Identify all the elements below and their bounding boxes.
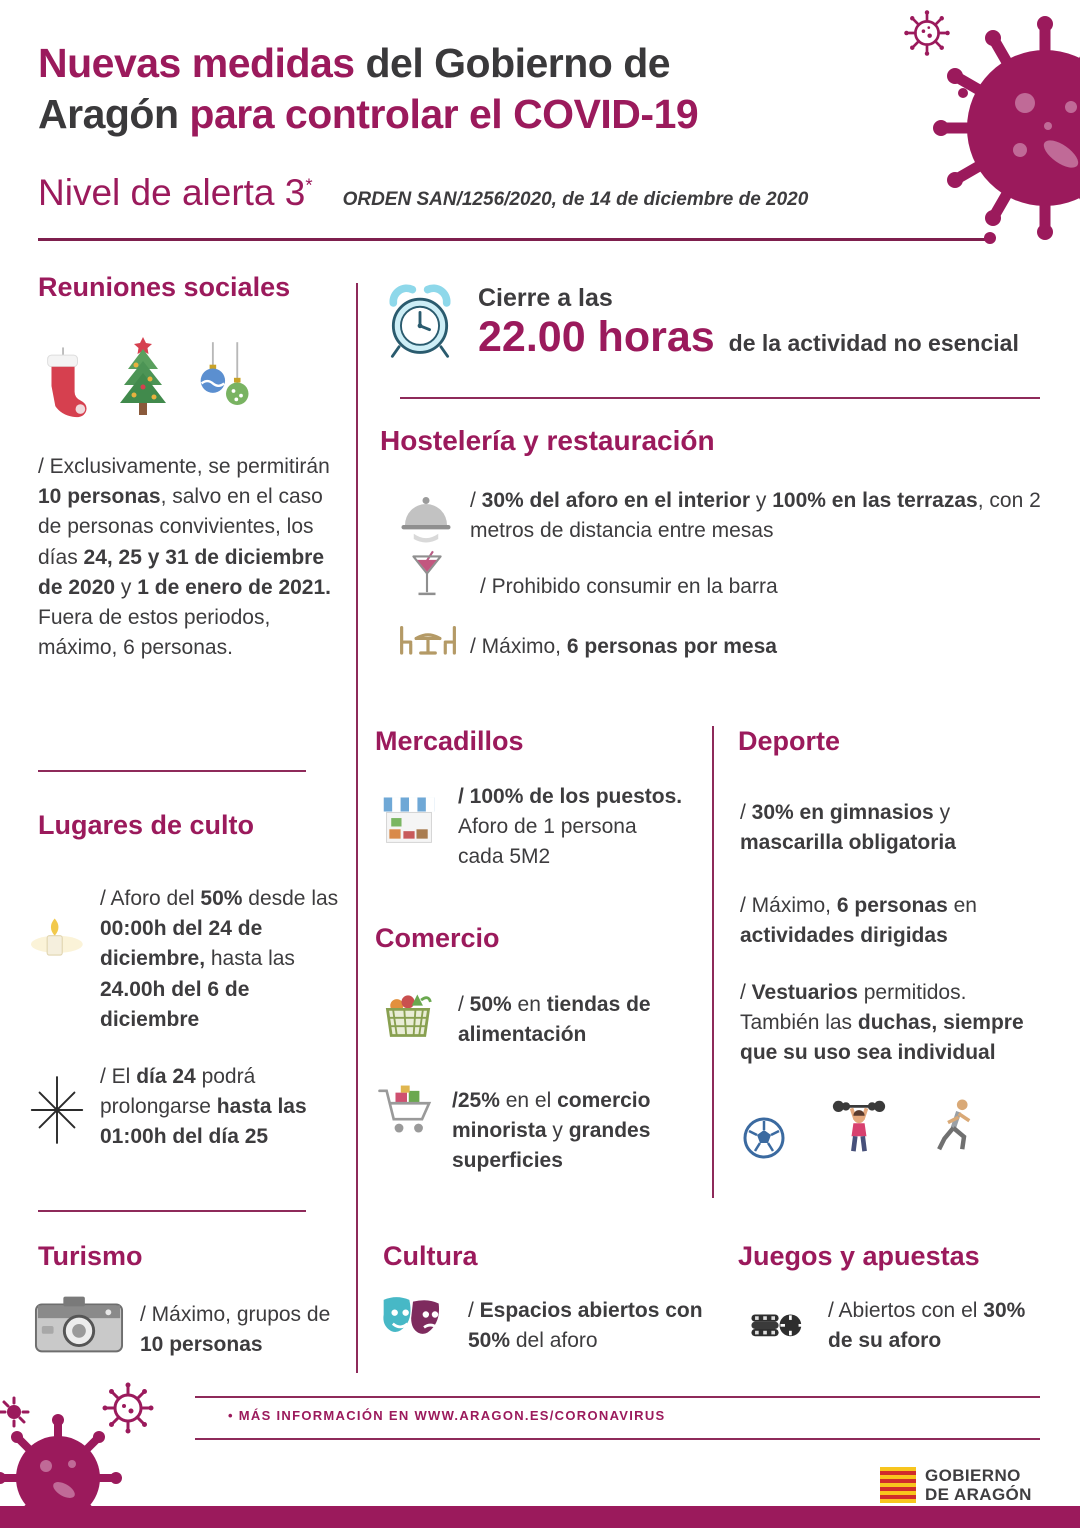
alert-level: Nivel de alerta 3*	[38, 172, 313, 213]
gobierno-aragon-logo	[880, 1466, 1032, 1504]
cocktail-icon	[410, 546, 444, 606]
header-divider	[38, 238, 986, 241]
gobierno-aragon-text	[925, 1466, 1032, 1504]
deporte-item-3: / Vestuarios permitidos. También las duchas, siempre que su uso sea individual	[740, 981, 1024, 1065]
alert-asterisk: *	[305, 174, 313, 196]
shopping-cart-icon	[376, 1082, 438, 1144]
deporte-item-1: / 30% en gimnasios y mascarilla obligatoria	[740, 801, 956, 855]
divider	[400, 397, 1040, 399]
title-accent-2: para controlar el COVID-19	[189, 90, 699, 137]
section-heading-hosteleria: Hostelería y restauración	[380, 425, 715, 456]
runner-icon	[932, 1094, 980, 1160]
section-heading-cultura: Cultura	[383, 1241, 478, 1271]
comercio-item-2: /25% en el comercio minorista y grandes superficies	[452, 1089, 651, 1173]
vertical-divider	[712, 726, 714, 1198]
table-chairs-icon	[398, 620, 458, 666]
juegos-text: / Abiertos con el 30% de su aforo	[828, 1299, 1026, 1353]
page-title-line2	[38, 89, 868, 140]
closing-line2: de la actividad no esencial	[728, 330, 1019, 356]
culto-item-2: / El día 24 podrá prolongarse hasta las 01:00h del día 25	[100, 1065, 307, 1149]
candle-icon	[28, 912, 90, 968]
ornaments-icon	[196, 330, 256, 435]
mercadillos-text: / 100% de los puestos. Aforo de 1 persona cada 5M2	[458, 785, 683, 869]
footer-divider-bottom	[195, 1438, 1040, 1440]
christmas-icons	[38, 325, 256, 435]
reuniones-text: / Exclusivamente, se permitirán 10 personas, salvo en el caso de personas convivientes, los días 24, 25 y 31 de diciembre de 2020 y 1 de enero de 2021. Fuera de estos periodos, máximo, 6 personas.	[38, 455, 332, 660]
section-heading-deporte: Deporte	[738, 726, 841, 756]
gov-line2: DE ARAGÓN	[925, 1485, 1032, 1505]
turismo-text: / Máximo, grupos de 10 personas	[140, 1303, 331, 1357]
serving-dish-icon	[398, 492, 454, 544]
section-heading-comercio: Comercio	[375, 923, 500, 953]
alarm-clock-icon	[380, 280, 460, 364]
hosteleria-item-3: / Máximo, 6 personas por mesa	[470, 635, 777, 658]
section-heading-mercadillos: Mercadillos	[375, 726, 524, 756]
theater-masks-icon	[380, 1292, 446, 1348]
stocking-icon	[38, 335, 90, 435]
deporte-item-2: / Máximo, 6 personas en actividades dirigidas	[740, 894, 977, 948]
title-rest-1: del Gobierno de	[354, 40, 671, 86]
camera-icon	[34, 1294, 124, 1356]
divider	[38, 770, 306, 772]
closing-line1: Cierre a las	[478, 284, 613, 312]
comercio-item-1: / 50% en tiendas de alimentación	[458, 993, 651, 1047]
vertical-divider	[356, 283, 358, 1373]
alert-row	[38, 172, 808, 214]
cultura-text: / Espacios abiertos con 50% del aforo	[468, 1299, 703, 1353]
grocery-basket-icon	[380, 985, 436, 1045]
section-heading-juegos: Juegos y apuestas	[738, 1241, 980, 1271]
coronavirus-icon	[930, 8, 1080, 263]
sports-icons	[742, 1092, 980, 1160]
closing-block	[478, 284, 1019, 362]
closing-time: 22.00 horas	[478, 313, 715, 361]
page-title-line1	[38, 38, 868, 89]
footer-info	[228, 1408, 666, 1423]
section-heading-reuniones: Reuniones sociales	[38, 272, 291, 302]
weightlifter-icon	[831, 1092, 887, 1160]
closing-line2-row	[478, 313, 1019, 362]
divider	[38, 1210, 306, 1212]
order-reference: ORDEN SAN/1256/2020, de 14 de diciembre de 2020	[342, 189, 809, 210]
hosteleria-item-2: / Prohibido consumir en la barra	[480, 575, 778, 598]
coronavirus-small-icon	[902, 8, 952, 58]
gov-line1: GOBIERNO	[925, 1466, 1021, 1485]
footer-info-label: MÁS INFORMACIÓN EN	[238, 1408, 415, 1423]
poker-chips-icon	[746, 1292, 804, 1346]
footer-divider-top	[195, 1396, 1040, 1398]
soccer-ball-icon	[742, 1116, 786, 1160]
market-stall-icon	[380, 788, 438, 850]
section-heading-turismo: Turismo	[38, 1241, 143, 1271]
star-icon	[26, 1075, 88, 1145]
hosteleria-item-1: / 30% del aforo en el interior y 100% en las terrazas, con 2 metros de distancia entre mesas	[470, 489, 1041, 543]
culto-item-1: / Aforo del 50% desde las 00:00h del 24 de diciembre, hasta las 24.00h del 6 de diciembre	[100, 887, 339, 1031]
title-rest-2: Aragón	[38, 90, 190, 137]
section-heading-culto: Lugares de culto	[38, 810, 255, 840]
aragon-flag-icon	[880, 1467, 916, 1503]
title-accent-1: Nuevas medidas	[38, 40, 355, 86]
christmas-tree-icon	[110, 325, 176, 435]
footer-info-url[interactable]: WWW.ARAGON.ES/CORONAVIRUS	[414, 1408, 666, 1423]
footer-bullet: •	[228, 1408, 234, 1423]
page-title	[38, 38, 868, 140]
bottom-bar	[0, 1506, 1080, 1528]
